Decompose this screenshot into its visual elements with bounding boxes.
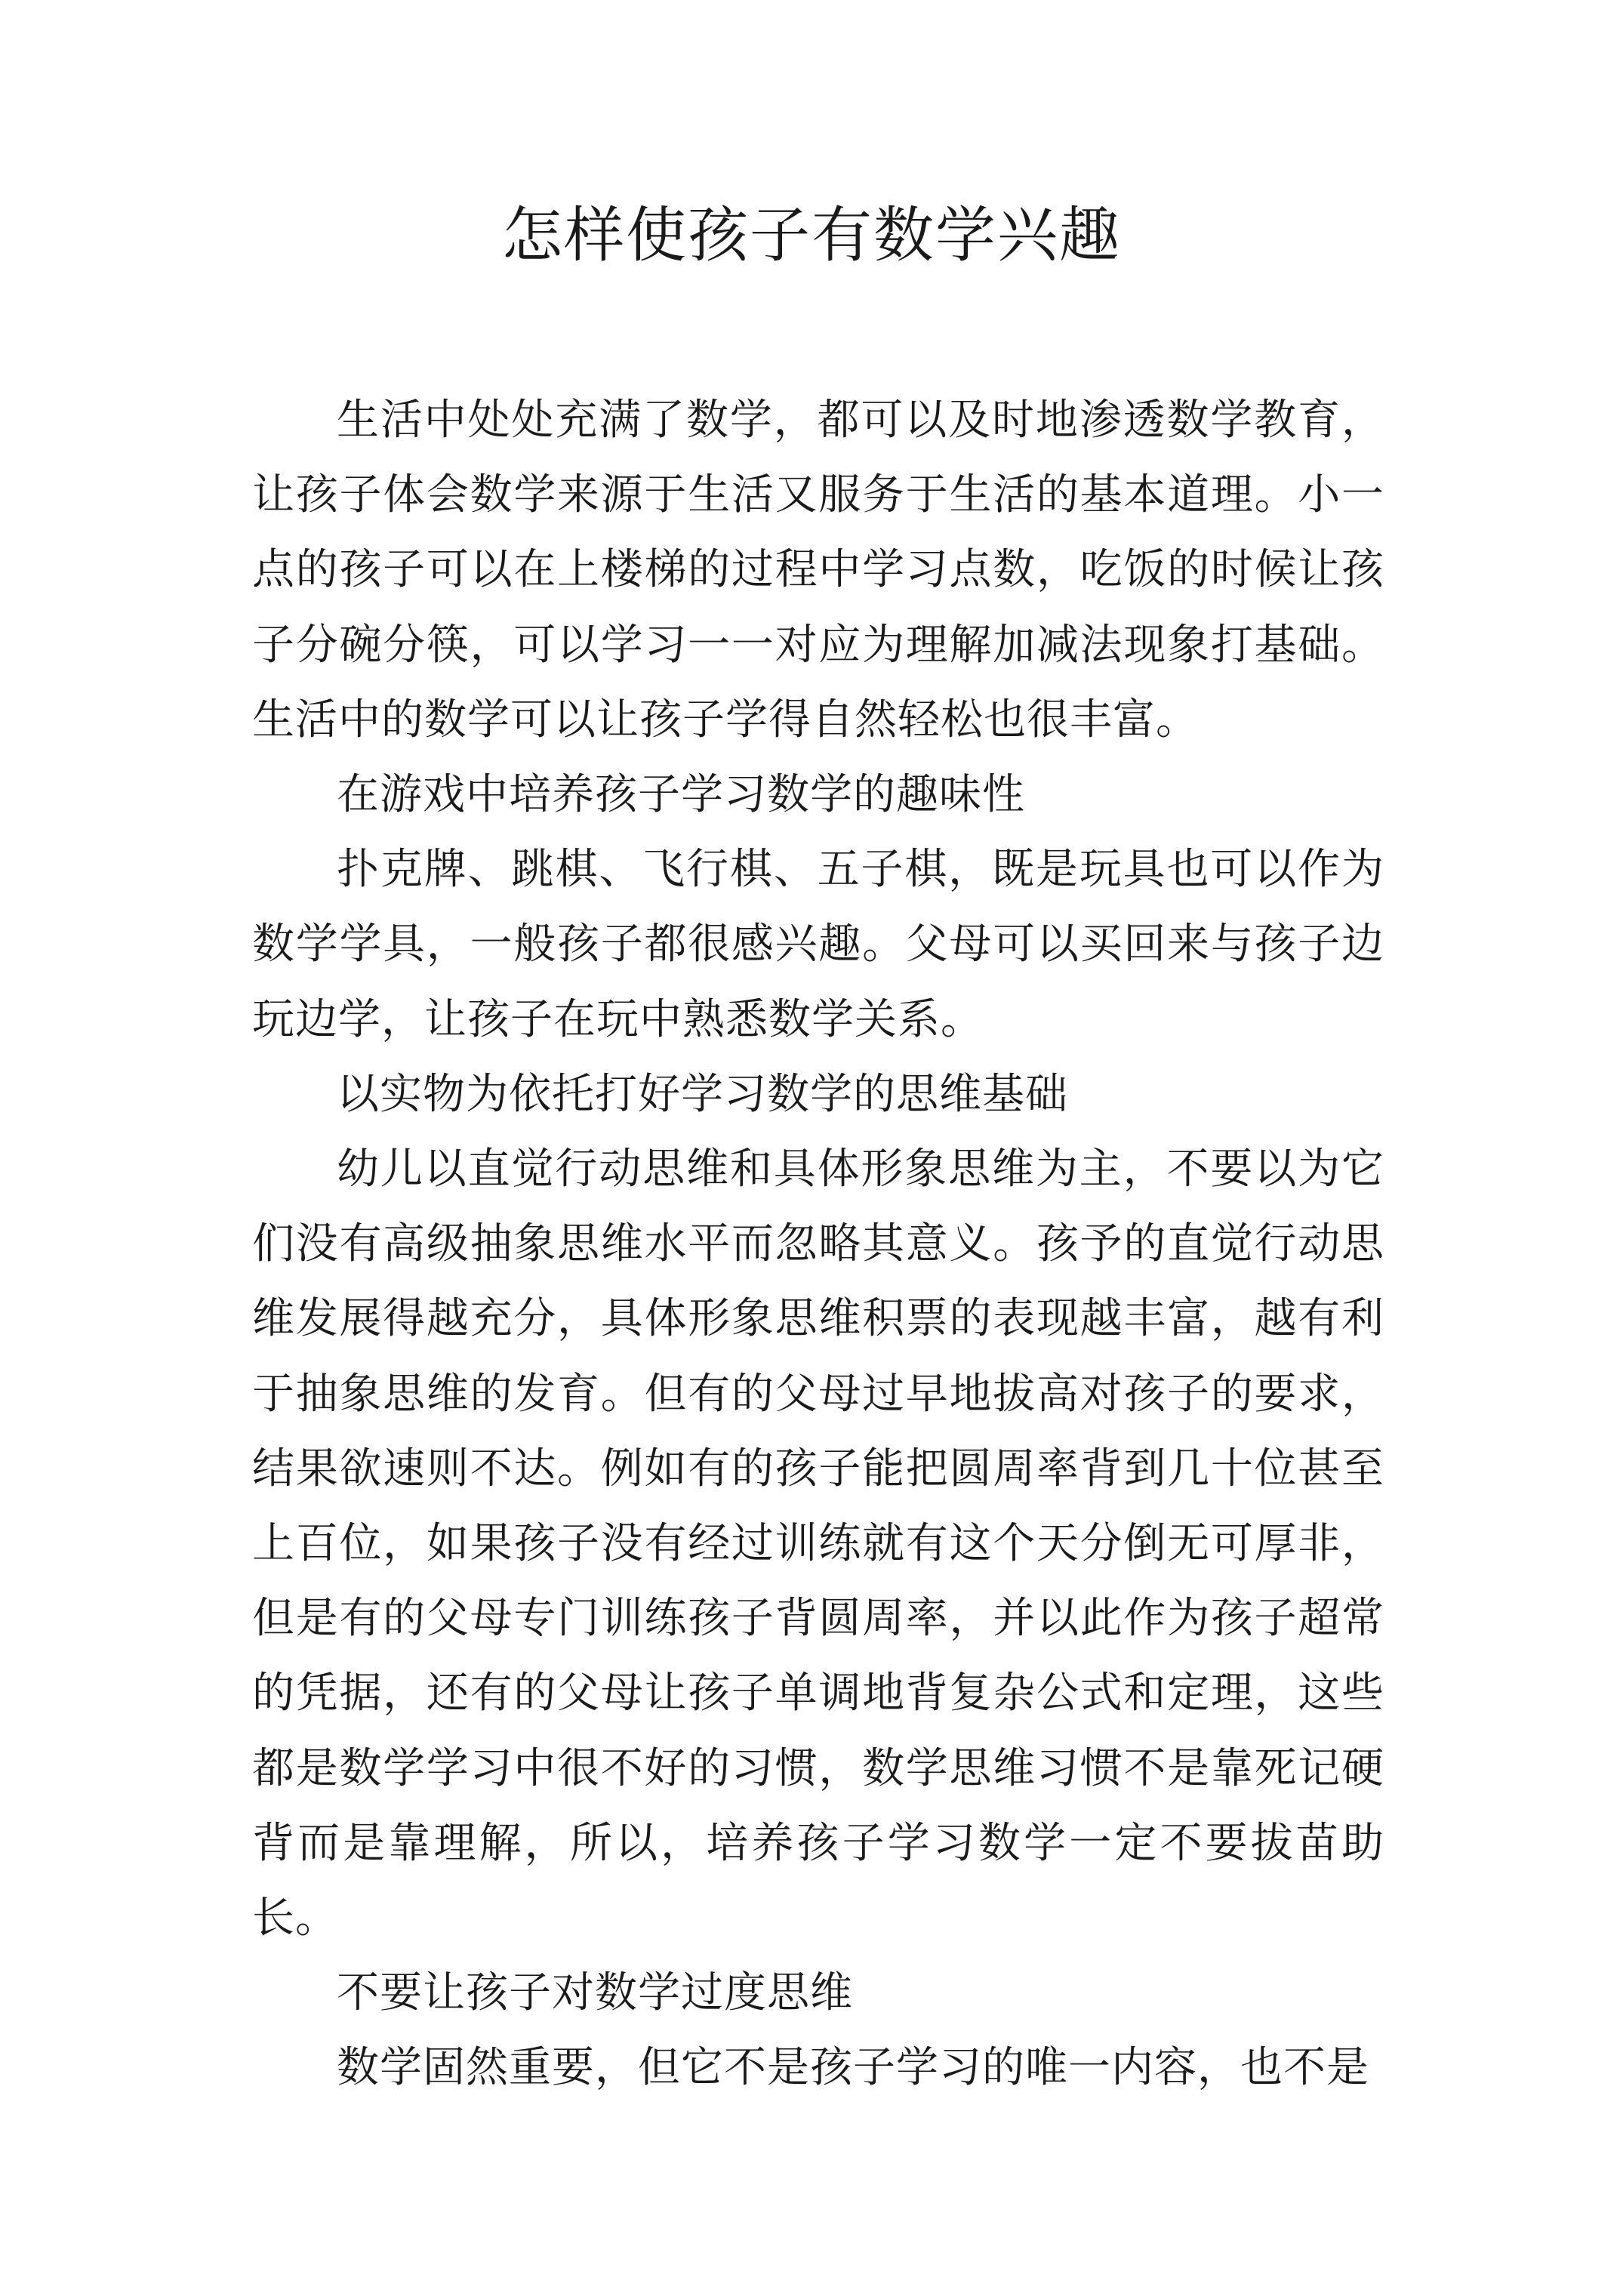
document-title: 怎样使孩子有数学兴趣: [502, 200, 1121, 270]
paragraph-importance: 数学固然重要，但它不是孩子学习的唯一内容，也不是: [337, 2043, 1369, 2093]
paragraph-games: 扑克牌、跳棋、飞行棋、五子棋，既是玩具也可以作为数学学具，一般孩子都很感兴趣。父母可以买回来与孩子边玩边学，让孩子在玩中熟悉数学关系。: [252, 845, 1384, 1044]
paragraph-thinking: 幼儿以直觉行动思维和具体形象思维为主，不要以为它们没有高级抽象思维水平而忽略其意义。孩予的直觉行动思维发展得越充分，具体形象思维积票的表现越丰富，越有利于抽象思维的发育。但有的父母过早地拔高对孩子的要求，结果欲速则不达。例如有的孩子能把圆周率背到几十位甚至上百位，如果孩子没有经过训练就有这个天分倒无可厚非，但是有的父母专门训练孩子背圆周率，并以此作为孩子超常的凭据，还有的父母让孩子单调地背复杂公式和定理，这些都是数学学习中很不好的习惯，数学思维习惯不是靠死记硬背而是靠理解，所以，培养孩子学习数学一定不要拔苗助长。: [252, 1145, 1384, 1943]
document-body: [252, 383, 1384, 2106]
paragraph-life-math: 生活中处处充满了数学，都可以及时地渗透数学教育，让孩子体会数学来源于生活又服务于生活的基本道理。小一点的孩子可以在上楼梯的过程中学习点数，吃饭的时候让孩子分碗分筷，可以学习一一对应为理解加减法现象打基础。生活中的数学可以让孩子学得自然轻松也很丰富。: [252, 396, 1384, 744]
section-heading-overthinking: 不要让孩子对数学过度思维: [337, 1968, 853, 2018]
section-heading-objects: 以实物为依托打好学习数学的思维基础: [337, 1069, 1068, 1119]
section-heading-games: 在游戏中培养孩子学习数学的趣味性: [337, 770, 1025, 820]
